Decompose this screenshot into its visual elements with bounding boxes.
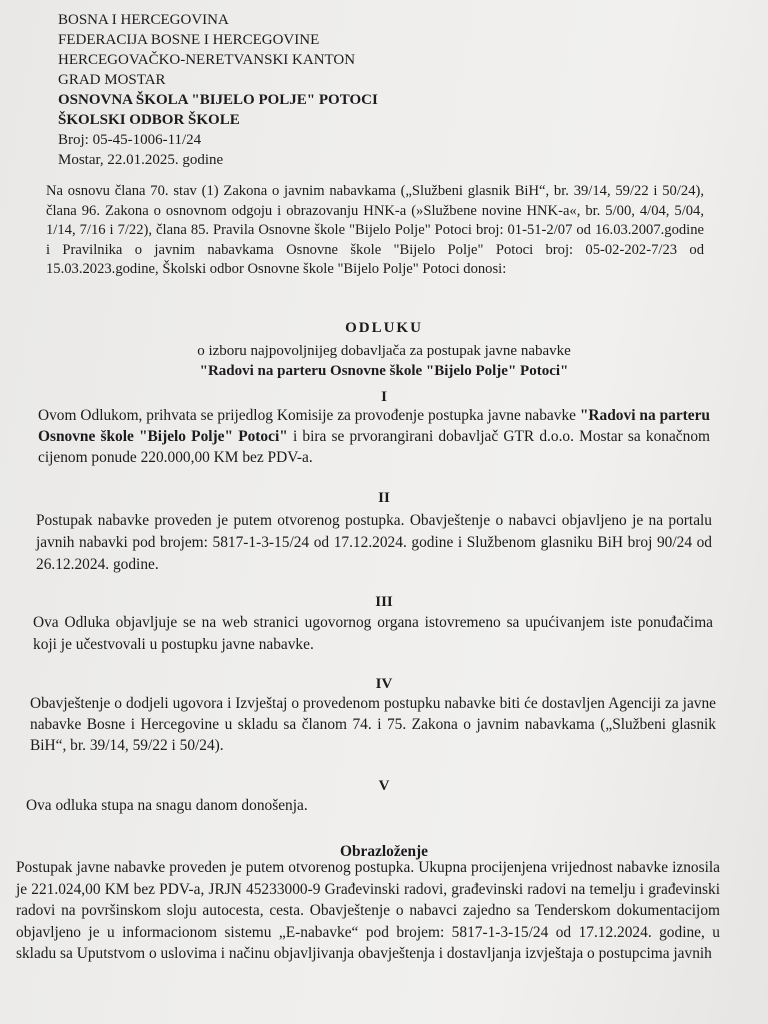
decision-subtitle: o izboru najpovoljnijeg dobavljača za postupak javne nabavke <box>197 343 571 359</box>
document-number: Broj: 05-45-1006-11/24 <box>58 132 202 148</box>
section-text-1: Ovom Odlukom, prihvata se prijedlog Komisije za provođenje postupka javne nabavke "Radovi na parteru Osnovne škole "Bijelo Polje" Potoci" i bira se prvorangirani dobavljač GTR d.o.o. Mostar sa konačnom cijenom ponude 220.000,00 KM bez PDV-a. <box>38 407 710 466</box>
header-canton: HERCEGOVAČKO-NERETVANSKI KANTON <box>58 52 356 68</box>
header-city: GRAD MOSTAR <box>58 72 166 88</box>
header-board: ŠKOLSKI ODBOR ŠKOLE <box>58 112 240 128</box>
section-numeral-4: IV <box>375 676 393 692</box>
section-text-5: Ova odluka stupa na snagu danom donošenja. <box>26 797 308 814</box>
section-numeral-3: III <box>375 594 393 610</box>
section-numeral-1: I <box>381 389 387 405</box>
document-date: Mostar, 22.01.2025. godine <box>58 152 224 168</box>
section-text-3: Ova Odluka objavljuje se na web stranici ugovornog organa istovremeno sa upućivanjem iste ponuđačima koji je učestvovali u postupku javne nabavke. <box>33 614 713 653</box>
section-text-2: Postupak nabavke proveden je putem otvorenog postupka. Obavještenje o nabavci objavljeno je na portalu javnih nabavki pod brojem: 5817-1-3-15/24 od 17.12.2024. godine i Službenom glasniku BiH broj 90/24 od 26.12.2024. godine. <box>36 512 712 573</box>
legal-basis-paragraph: Na osnovu člana 70. stav (1) Zakona o javnim nabavkama („Službeni glasnik BiH“, br. 39/14, 59/22 i 50/24), člana 96. Zakona o osnovnom odgoju i obrazovanju HNK-a (»Službene novine HNK-a«, br. 5/00, 4/04, 5/04, 1/14, 7/16 i 7/22), člana 85. Pravila Osnovne škole "Bijelo Polje" Potoci broj: 01-51-2/07 od 16.03.2007.godine i Pravilnika o javnim nabavkama Osnovne škole "Bijelo Polje" Potoci broj: 05-02-202-7/23 od 15.03.2023.godine, Školski odbor Osnovne škole "Bijelo Polje" Potoci donosi: <box>46 183 704 277</box>
section-text-4: Obavještenje o dodjeli ugovora i Izvještaj o provedenom postupku nabavke biti će dostavljen Agenciji za javne nabavke Bosne i Hercegovine u skladu sa članom 74. i 75. Zakona o javnim nabavkama („Službeni glasnik BiH“, br. 39/14, 59/22 i 50/24). <box>30 695 716 754</box>
letterhead <box>58 10 378 170</box>
header-country: BOSNA I HERCEGOVINA <box>58 12 229 28</box>
header-school: OSNOVNA ŠKOLA "BIJELO POLJE" POTOCI <box>58 92 378 108</box>
decision-title: ODLUKU <box>345 320 423 336</box>
section-numeral-5: V <box>378 778 390 794</box>
header-federation: FEDERACIJA BOSNE I HERCEGOVINE <box>58 32 320 48</box>
rationale-text: Postupak javne nabavke proveden je putem otvorenog postupka. Ukupna procijenjena vrijednost nabavke iznosila je 221.024,00 KM bez PDV-a, JRJN 45233000-9 Građevinski radovi, građevinski radovi na temelju i građevinski radovi na površinskom sloju autocesta, cesta. Obavještenje o nabavci zajedno sa Tenderskom dokumentacijom objavljeno je u informacionom sistemu „E-nabavke“ pod brojem: 5817-1-3-15/24 od 17.12.2024. godine, u skladu sa Uputstvom o uslovima i načinu objavljivanja obavještenja i dostavljanja izvještaja o postupcima javnih <box>16 859 720 962</box>
decision-subject: "Radovi na parteru Osnovne škole "Bijelo Polje" Potoci" <box>199 363 569 379</box>
rationale-title: Obrazloženje <box>339 843 429 860</box>
section-numeral-2: II <box>378 490 390 506</box>
